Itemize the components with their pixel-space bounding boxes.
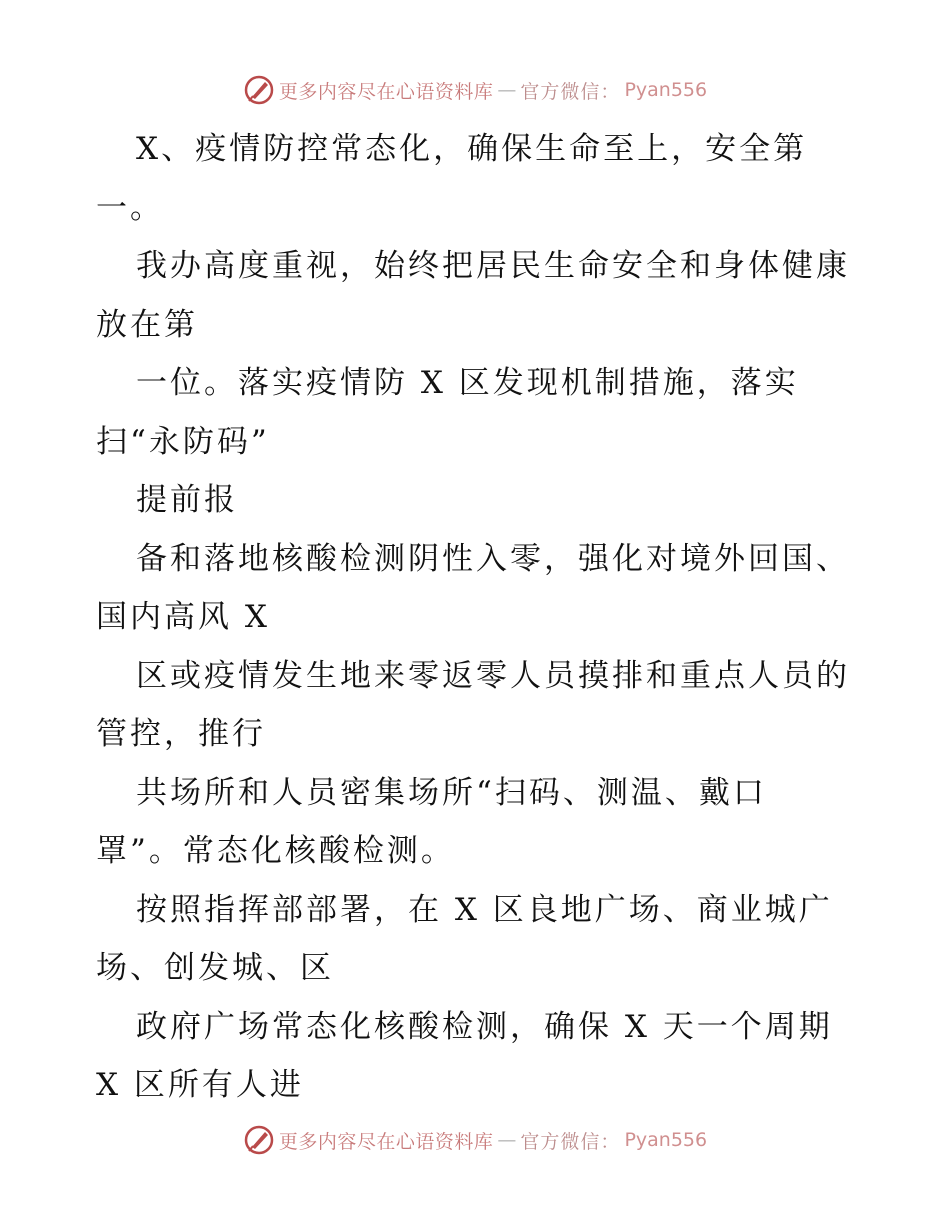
watermark-wechat-id: Pyan556 <box>624 79 708 101</box>
text-line: 共场所和人员密集场所“扫码、测温、戴口 <box>136 774 767 811</box>
text-line: 一。 <box>96 189 164 226</box>
text-line: 按照指挥部部署，在 X 区良地广场、商业城广 <box>136 891 833 928</box>
watermark-dash: — <box>497 1129 517 1151</box>
text-line: 放在第 <box>96 306 198 343</box>
watermark-wechat-id: Pyan556 <box>624 1129 708 1151</box>
header-watermark <box>0 70 950 110</box>
quill-pen-logo-icon <box>243 1124 275 1156</box>
watermark-main-text: 更多内容尽在心语资料库 <box>278 1130 494 1153</box>
text-line: 扫“永防码” <box>96 423 270 460</box>
text-line: 国内高风 X <box>96 599 270 635</box>
watermark-wechat-label: 官方微信： <box>520 1130 621 1153</box>
text-line: 管控，推行 <box>96 716 266 752</box>
text-line: 政府广场常态化核酸检测，确保 X 天一个周期 <box>136 1008 833 1045</box>
text-line: 场、创发城、区 <box>96 950 334 986</box>
text-line: 提前报 <box>136 482 238 518</box>
watermark-main-text: 更多内容尽在心语资料库 <box>278 80 494 103</box>
footer-watermark <box>0 1120 950 1160</box>
text-line: 区或疫情发生地来零返零人员摸排和重点人员的 <box>136 657 850 694</box>
text-line: 备和落地核酸检测阴性入零，强化对境外回国、 <box>136 540 850 577</box>
document-body <box>96 120 866 1115</box>
text-line: 一位。落实疫情防 X 区发现机制措施，落实 <box>136 365 799 401</box>
text-line: 罩”。常态化核酸检测。 <box>96 833 455 869</box>
quill-pen-logo-icon <box>243 74 275 106</box>
watermark-wechat-label: 官方微信： <box>520 80 621 103</box>
watermark-dash: — <box>497 79 517 101</box>
text-line: 我办高度重视，始终把居民生命安全和身体健康 <box>136 248 850 284</box>
text-line: X 区所有人进 <box>96 1067 304 1103</box>
text-line: X、疫情防控常态化，确保生命至上，安全第 <box>136 131 808 167</box>
